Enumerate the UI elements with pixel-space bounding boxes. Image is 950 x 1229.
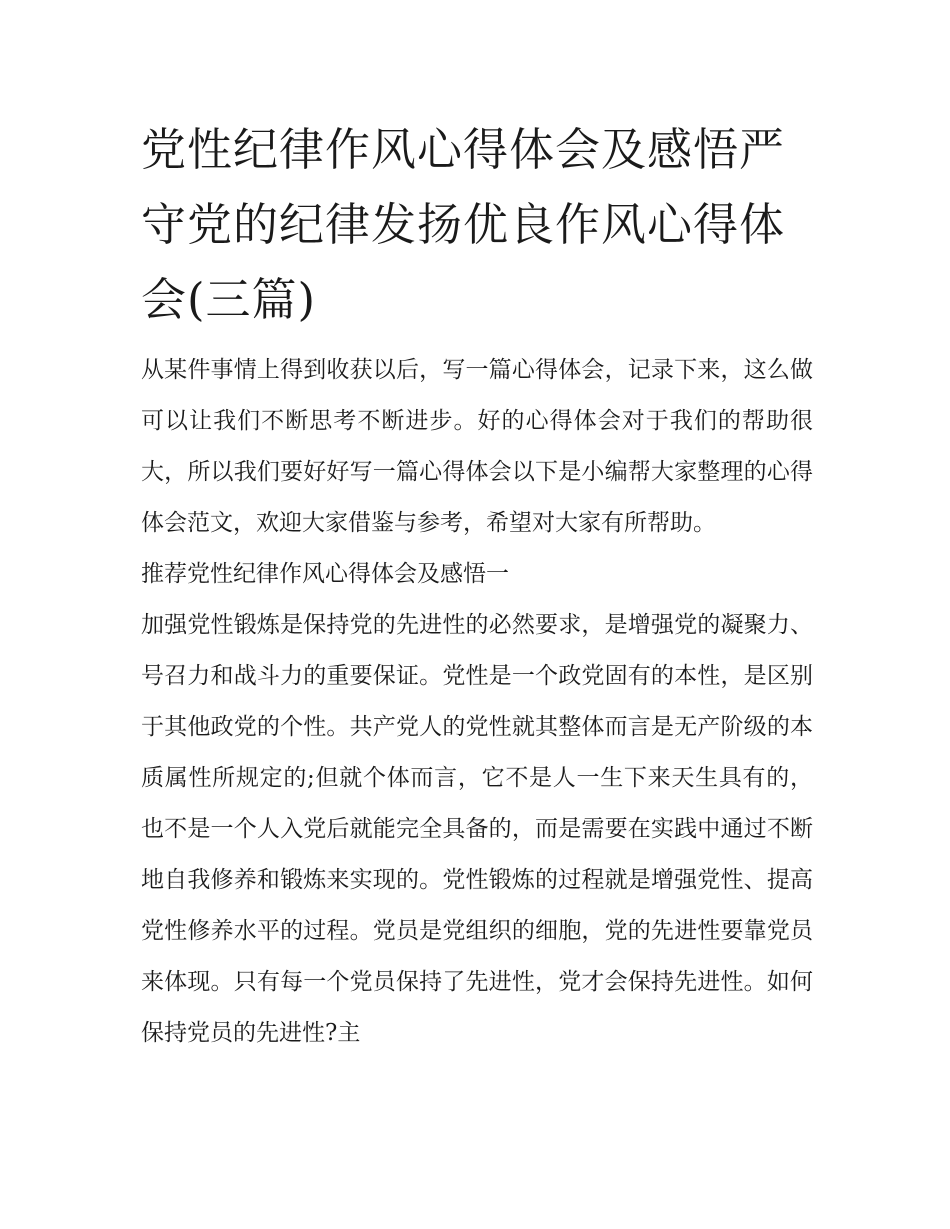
body-paragraph: 加强党性锻炼是保持党的先进性的必然要求，是增强党的凝聚力、号召力和战斗力的重要保证。党性是一个政党固有的本性，是区别于其他政党的个性。共产党人的党性就其整体而言是无产阶级的本质属性所规定的;但就个体而言，它不是人一生下来天生具有的，也不是一个人入党后就能完全具备的，而是需要在实践中通过不断地自我修养和锻炼来实现的。党性锻炼的过程就是增强党性、提高党性修养水平的过程。党员是党组织的细胞，党的先进性要靠党员来体现。只有每一个党员保持了先进性，党才会保持先进性。如何保持党员的先进性?主 bbox=[141, 612, 813, 1046]
intro-paragraph: 从某件事情上得到收获以后，写一篇心得体会，记录下来，这么做可以让我们不断思考不断进步。好的心得体会对于我们的帮助很大，所以我们要好好写一篇心得体会以下是小编帮大家整理的心得体会范文，欢迎大家借鉴与参考，希望对大家有所帮助。 bbox=[141, 357, 813, 536]
document-title: 党性纪律作风心得体会及感悟严守党的纪律发扬优良作风心得体会(三篇) bbox=[141, 123, 786, 326]
section-heading: 推荐党性纪律作风心得体会及感悟一 bbox=[141, 561, 509, 587]
document-content bbox=[141, 112, 813, 1059]
